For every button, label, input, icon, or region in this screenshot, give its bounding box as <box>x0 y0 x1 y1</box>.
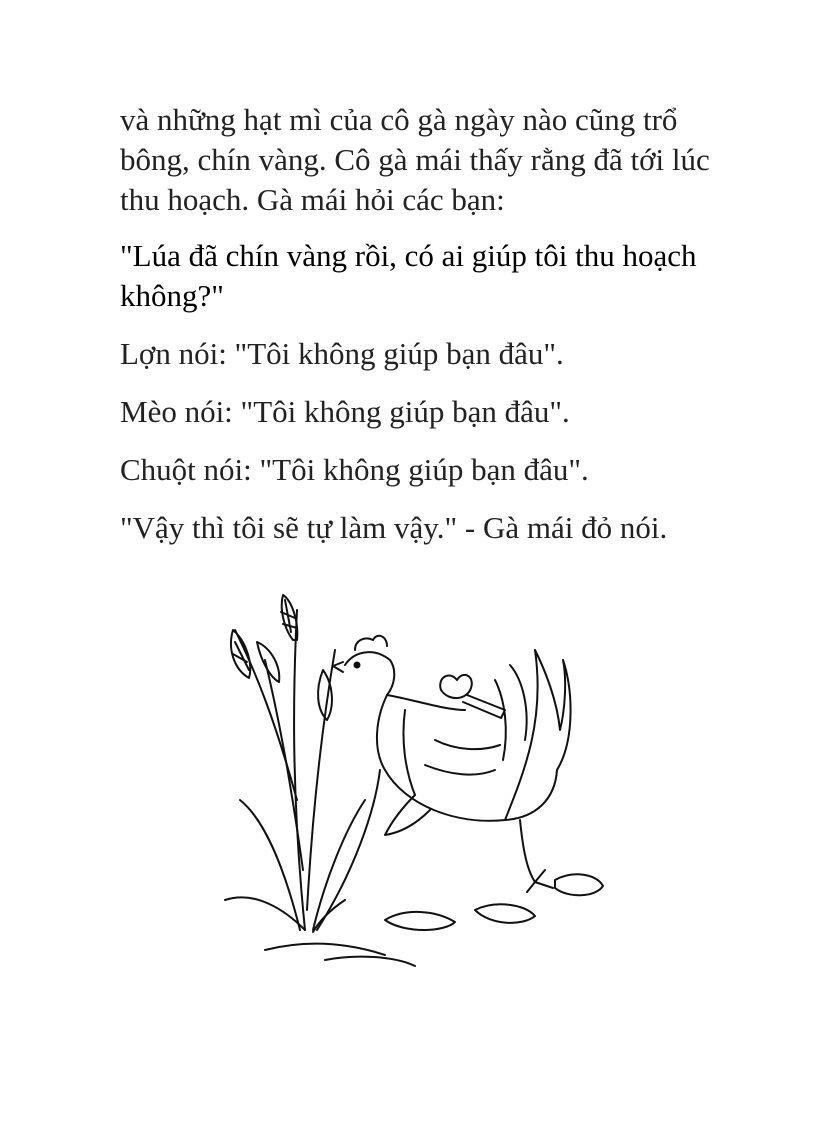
hen-and-wheat-illustration <box>205 570 615 990</box>
hen <box>333 636 571 892</box>
paragraph-pig: Lợn nói: "Tôi không giúp bạn đâu". <box>120 336 564 371</box>
paragraph-harvest: và những hạt mì của cô gà ngày nào cũng trổ bông, chín vàng. Cô gà mái thấy rằng đã tới lúc thu hoạch. Gà mái hỏi các bạn: <box>120 102 710 217</box>
story-text <box>120 100 720 566</box>
paragraph-hen-replies: "Vậy thì tôi sẽ tự làm vậy." - Gà mái đỏ nói. <box>120 510 668 545</box>
wheat-stalks <box>225 595 385 955</box>
paragraph-hen-asks: "Lúa đã chín vàng rồi, có ai giúp tôi thu hoạch không?" <box>120 238 697 313</box>
ground-stones <box>325 874 603 966</box>
paragraph-mouse: Chuột nói: "Tôi không giúp bạn đâu". <box>120 452 589 487</box>
paragraph-cat: Mèo nói: "Tôi không giúp bạn đâu". <box>120 394 570 429</box>
